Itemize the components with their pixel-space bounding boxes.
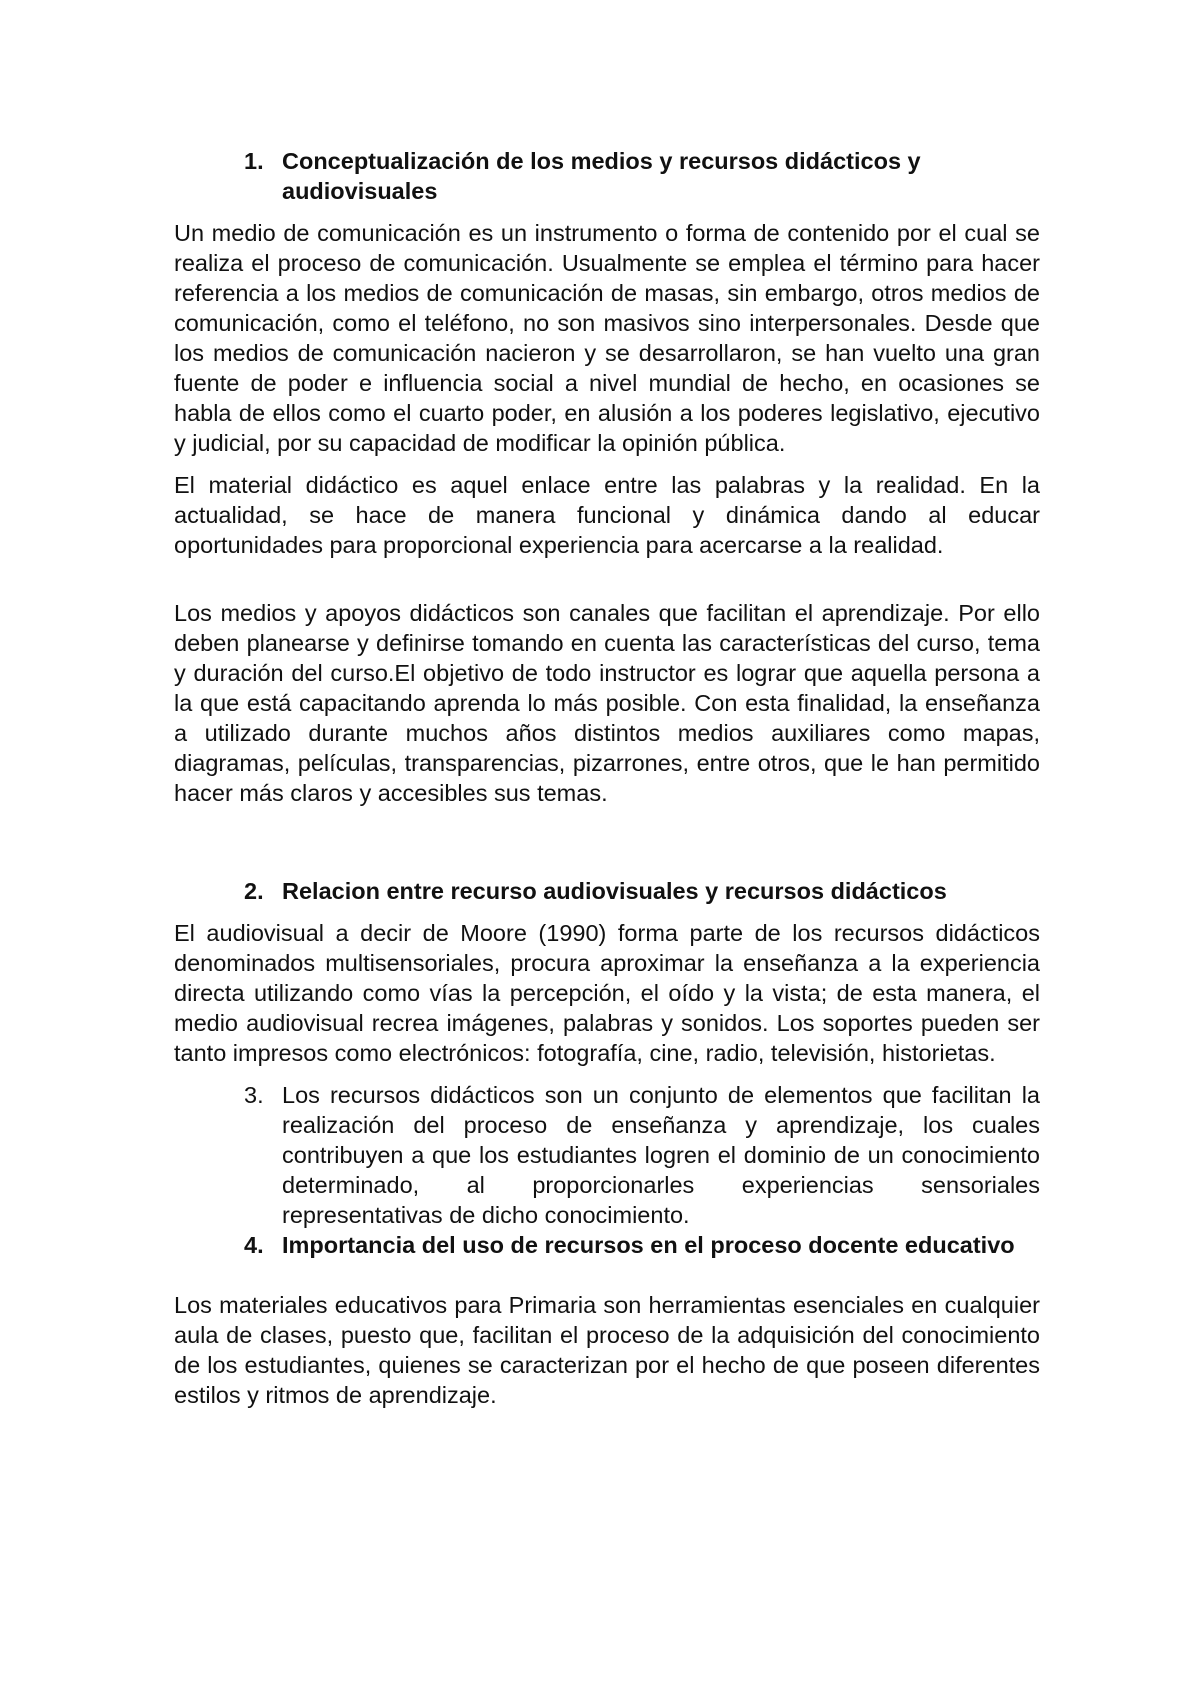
section-1-paragraph-2: El material didáctico es aquel enlace entre las palabras y la realidad. En la actualidad, se hace de manera funcional y dinámica dando al educar oportunidades para proporcional experiencia para acercarse a la realidad. (174, 472, 1040, 558)
section-4-heading (174, 1230, 1040, 1260)
section-2-heading (174, 876, 1040, 906)
section-4-title: Importancia del uso de recursos en el proceso docente educativo (282, 1232, 1015, 1258)
section-2-number: 2. (244, 878, 264, 904)
section-3-number: 3. (244, 1082, 264, 1108)
section-3-item (174, 1080, 1040, 1230)
document-body (174, 146, 1040, 1410)
section-2-paragraph: El audiovisual a decir de Moore (1990) forma parte de los recursos didácticos denominados multisensoriales, procura aproximar la enseñanza a la experiencia directa utilizando como vías la percepción, el oído y la vista; de esta manera, el medio audiovisual recrea imágenes, palabras y sonidos. Los soportes pueden ser tanto impresos como electrónicos: fotografía, cine, radio, televisión, historietas. (174, 920, 1040, 1066)
section-1-paragraph-3: Los medios y apoyos didácticos son canales que facilitan el aprendizaje. Por ello deben planearse y definirse tomando en cuenta las características del curso, tema y duración del curso.El objetivo de todo instructor es lograr que aquella persona a la que está capacitando aprenda lo más posible. Con esta finalidad, la enseñanza a utilizado durante muchos años distintos medios auxiliares como mapas, diagramas, películas, transparencias, pizarrones, entre otros, que le han permitido hacer más claros y accesibles sus temas. (174, 600, 1040, 806)
section-2-title: Relacion entre recurso audiovisuales y recursos didácticos (282, 878, 947, 904)
section-4-paragraph: Los materiales educativos para Primaria son herramientas esenciales en cualquier aula de clases, puesto que, facilitan el proceso de la adquisición del conocimiento de los estudiantes, quienes se caracterizan por el hecho de que poseen diferentes estilos y ritmos de aprendizaje. (174, 1292, 1040, 1408)
section-1-number: 1. (244, 148, 264, 174)
section-1-title: Conceptualización de los medios y recursos didácticos y audiovisuales (282, 148, 921, 204)
section-3-text: Los recursos didácticos son un conjunto de elementos que facilitan la realización del proceso de enseñanza y aprendizaje, los cuales contribuyen a que los estudiantes logren el dominio de un conocimiento determinado, al proporcionarles experiencias sensoriales representativas de dicho conocimiento. (282, 1082, 1040, 1228)
section-4-number: 4. (244, 1232, 264, 1258)
section-1-paragraph-1: Un medio de comunicación es un instrumento o forma de contenido por el cual se realiza el proceso de comunicación. Usualmente se emplea el término para hacer referencia a los medios de comunicación de masas, sin embargo, otros medios de comunicación, como el teléfono, no son masivos sino interpersonales. Desde que los medios de comunicación nacieron y se desarrollaron, se han vuelto una gran fuente de poder e influencia social a nivel mundial de hecho, en ocasiones se habla de ellos como el cuarto poder, en alusión a los poderes legislativo, ejecutivo y judicial, por su capacidad de modificar la opinión pública. (174, 220, 1040, 456)
section-1-heading (174, 146, 1040, 206)
